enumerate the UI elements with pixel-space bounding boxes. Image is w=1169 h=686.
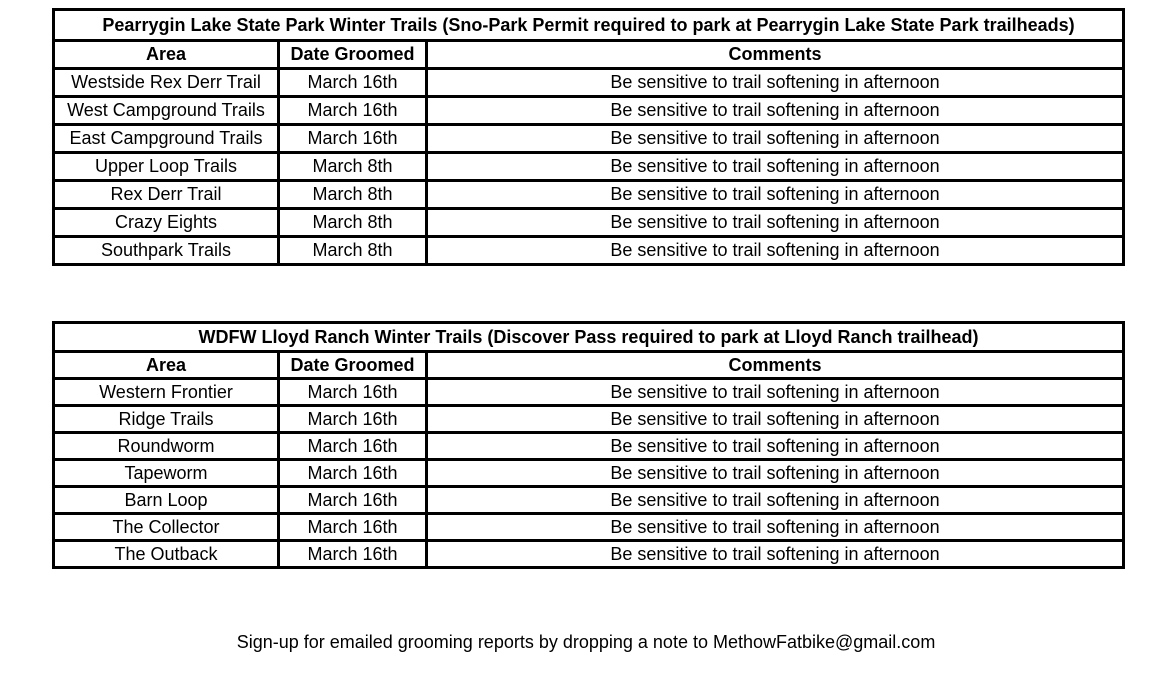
table-row	[54, 514, 1124, 541]
cell-area: Rex Derr Trail	[54, 181, 279, 209]
table-row	[54, 379, 1124, 406]
cell-area: Upper Loop Trails	[54, 153, 279, 181]
column-header-area: Area	[54, 352, 279, 379]
column-header-date-groomed: Date Groomed	[279, 41, 427, 69]
cell-comments: Be sensitive to trail softening in afternoon	[427, 379, 1124, 406]
cell-date-groomed: March 16th	[279, 125, 427, 153]
table-row	[54, 460, 1124, 487]
cell-comments: Be sensitive to trail softening in afternoon	[427, 181, 1124, 209]
cell-date-groomed: March 8th	[279, 181, 427, 209]
cell-area: Southpark Trails	[54, 237, 279, 265]
cell-comments: Be sensitive to trail softening in afternoon	[427, 97, 1124, 125]
cell-area: Barn Loop	[54, 487, 279, 514]
cell-comments: Be sensitive to trail softening in afternoon	[427, 433, 1124, 460]
cell-date-groomed: March 16th	[279, 69, 427, 97]
cell-date-groomed: March 16th	[279, 379, 427, 406]
cell-comments: Be sensitive to trail softening in afternoon	[427, 514, 1124, 541]
cell-date-groomed: March 8th	[279, 153, 427, 181]
cell-area: West Campground Trails	[54, 97, 279, 125]
cell-date-groomed: March 16th	[279, 406, 427, 433]
cell-comments: Be sensitive to trail softening in afternoon	[427, 460, 1124, 487]
cell-date-groomed: March 16th	[279, 514, 427, 541]
signup-note: Sign-up for emailed grooming reports by dropping a note to MethowFatbike@gmail.com	[236, 632, 936, 652]
cell-comments: Be sensitive to trail softening in afternoon	[427, 209, 1124, 237]
cell-date-groomed: March 8th	[279, 237, 427, 265]
cell-comments: Be sensitive to trail softening in afternoon	[427, 125, 1124, 153]
table-row	[54, 433, 1124, 460]
column-header-date-groomed: Date Groomed	[279, 352, 427, 379]
cell-date-groomed: March 16th	[279, 460, 427, 487]
table-row	[54, 69, 1124, 97]
cell-date-groomed: March 8th	[279, 209, 427, 237]
cell-comments: Be sensitive to trail softening in afternoon	[427, 541, 1124, 568]
pearrygin-trails-table	[52, 8, 1125, 266]
column-header-area: Area	[54, 41, 279, 69]
cell-comments: Be sensitive to trail softening in afternoon	[427, 237, 1124, 265]
cell-comments: Be sensitive to trail softening in afternoon	[427, 69, 1124, 97]
table-row	[54, 97, 1124, 125]
table-title: WDFW Lloyd Ranch Winter Trails (Discover Pass required to park at Lloyd Ranch trailhead)	[54, 323, 1124, 352]
cell-date-groomed: March 16th	[279, 433, 427, 460]
cell-date-groomed: March 16th	[279, 541, 427, 568]
table-row	[54, 237, 1124, 265]
table-row	[54, 406, 1124, 433]
cell-date-groomed: March 16th	[279, 487, 427, 514]
cell-date-groomed: March 16th	[279, 97, 427, 125]
column-header-comments: Comments	[427, 352, 1124, 379]
cell-area: Roundworm	[54, 433, 279, 460]
table-row	[54, 181, 1124, 209]
table-row	[54, 541, 1124, 568]
cell-comments: Be sensitive to trail softening in afternoon	[427, 487, 1124, 514]
table-row	[54, 125, 1124, 153]
table-row	[54, 487, 1124, 514]
table-row	[54, 209, 1124, 237]
cell-area: Crazy Eights	[54, 209, 279, 237]
cell-area: The Outback	[54, 541, 279, 568]
cell-area: Western Frontier	[54, 379, 279, 406]
cell-comments: Be sensitive to trail softening in afternoon	[427, 153, 1124, 181]
cell-area: Tapeworm	[54, 460, 279, 487]
table-row	[54, 153, 1124, 181]
cell-area: Ridge Trails	[54, 406, 279, 433]
cell-area: The Collector	[54, 514, 279, 541]
lloyd-ranch-trails-table	[52, 321, 1125, 569]
cell-area: Westside Rex Derr Trail	[54, 69, 279, 97]
column-header-comments: Comments	[427, 41, 1124, 69]
cell-comments: Be sensitive to trail softening in afternoon	[427, 406, 1124, 433]
cell-area: East Campground Trails	[54, 125, 279, 153]
table-title: Pearrygin Lake State Park Winter Trails (Sno-Park Permit required to park at Pearrygin Lake State Park trailheads)	[54, 10, 1124, 41]
